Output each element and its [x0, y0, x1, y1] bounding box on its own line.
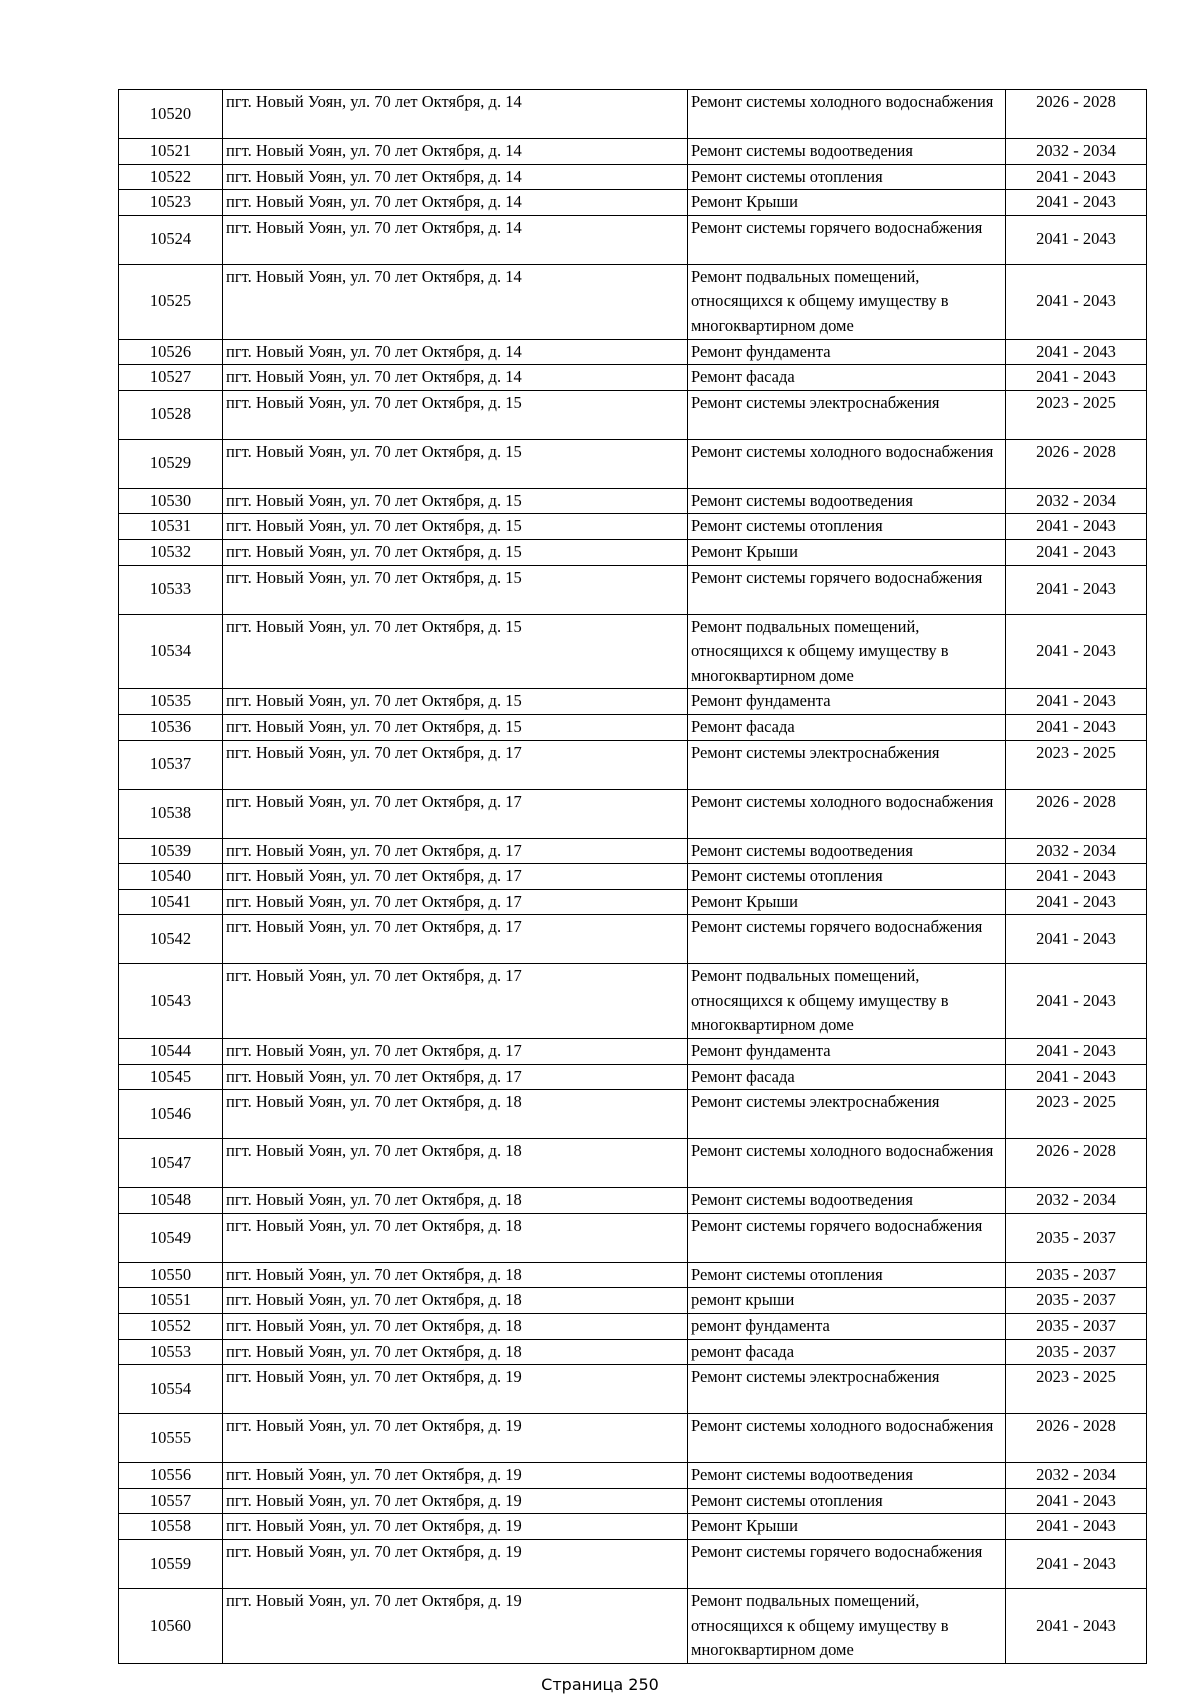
- table-row: [119, 1339, 1147, 1365]
- row-number: 10525: [119, 264, 223, 339]
- table-row: [119, 1463, 1147, 1489]
- row-period: 2041 - 2043: [1006, 514, 1147, 540]
- table-row: [119, 264, 1147, 339]
- row-address: пгт. Новый Уоян, ул. 70 лет Октября, д. 15: [223, 539, 688, 565]
- row-address: пгт. Новый Уоян, ул. 70 лет Октября, д. 19: [223, 1414, 688, 1463]
- row-address: пгт. Новый Уоян, ул. 70 лет Октября, д. 18: [223, 1139, 688, 1188]
- row-number: 10534: [119, 614, 223, 689]
- row-work-type: Ремонт Крыши: [688, 1514, 1006, 1540]
- row-period: 2041 - 2043: [1006, 1540, 1147, 1589]
- table-row: [119, 488, 1147, 514]
- row-address: пгт. Новый Уоян, ул. 70 лет Октября, д. 18: [223, 1262, 688, 1288]
- row-number: 10536: [119, 714, 223, 740]
- table-row: [119, 1288, 1147, 1314]
- table-row: [119, 915, 1147, 964]
- row-work-type: Ремонт фундамента: [688, 1039, 1006, 1065]
- row-address: пгт. Новый Уоян, ул. 70 лет Октября, д. 15: [223, 614, 688, 689]
- row-number: 10549: [119, 1213, 223, 1262]
- row-period: 2041 - 2043: [1006, 190, 1147, 216]
- row-address: пгт. Новый Уоян, ул. 70 лет Октября, д. 19: [223, 1514, 688, 1540]
- table-row: [119, 614, 1147, 689]
- row-number: 10530: [119, 488, 223, 514]
- row-address: пгт. Новый Уоян, ул. 70 лет Октября, д. 18: [223, 1339, 688, 1365]
- row-period: 2041 - 2043: [1006, 964, 1147, 1039]
- row-number: 10551: [119, 1288, 223, 1314]
- table-row: [119, 1314, 1147, 1340]
- row-work-type: Ремонт системы электроснабжения: [688, 1090, 1006, 1139]
- row-number: 10559: [119, 1540, 223, 1589]
- table-row: [119, 565, 1147, 614]
- row-period: 2041 - 2043: [1006, 1064, 1147, 1090]
- table-row: [119, 190, 1147, 216]
- row-work-type: Ремонт системы отопления: [688, 864, 1006, 890]
- table-row: [119, 1139, 1147, 1188]
- table-row: [119, 339, 1147, 365]
- row-period: 2026 - 2028: [1006, 90, 1147, 139]
- table-row: [119, 90, 1147, 139]
- table-row: [119, 514, 1147, 540]
- row-address: пгт. Новый Уоян, ул. 70 лет Октября, д. 14: [223, 215, 688, 264]
- row-number: 10555: [119, 1414, 223, 1463]
- table-row: [119, 390, 1147, 439]
- row-number: 10538: [119, 789, 223, 838]
- row-number: 10542: [119, 915, 223, 964]
- row-period: 2041 - 2043: [1006, 1514, 1147, 1540]
- row-period: 2035 - 2037: [1006, 1213, 1147, 1262]
- row-work-type: Ремонт подвальных помещений, относящихся к общему имуществу в многоквартирном доме: [688, 964, 1006, 1039]
- row-number: 10527: [119, 365, 223, 391]
- row-work-type: Ремонт фундамента: [688, 689, 1006, 715]
- row-period: 2041 - 2043: [1006, 714, 1147, 740]
- row-period: 2041 - 2043: [1006, 1039, 1147, 1065]
- row-work-type: Ремонт системы отопления: [688, 1262, 1006, 1288]
- row-address: пгт. Новый Уоян, ул. 70 лет Октября, д. 14: [223, 365, 688, 391]
- row-address: пгт. Новый Уоян, ул. 70 лет Октября, д. 18: [223, 1090, 688, 1139]
- table-row: [119, 1414, 1147, 1463]
- row-period: 2041 - 2043: [1006, 614, 1147, 689]
- row-address: пгт. Новый Уоян, ул. 70 лет Октября, д. 15: [223, 689, 688, 715]
- row-work-type: Ремонт системы холодного водоснабжения: [688, 439, 1006, 488]
- row-work-type: Ремонт фасада: [688, 714, 1006, 740]
- row-number: 10539: [119, 838, 223, 864]
- row-period: 2023 - 2025: [1006, 1365, 1147, 1414]
- row-work-type: ремонт фундамента: [688, 1314, 1006, 1340]
- table-row: [119, 740, 1147, 789]
- row-period: 2032 - 2034: [1006, 139, 1147, 165]
- row-period: 2041 - 2043: [1006, 889, 1147, 915]
- row-period: 2032 - 2034: [1006, 488, 1147, 514]
- row-period: 2035 - 2037: [1006, 1314, 1147, 1340]
- row-address: пгт. Новый Уоян, ул. 70 лет Октября, д. 14: [223, 190, 688, 216]
- row-period: 2041 - 2043: [1006, 164, 1147, 190]
- row-address: пгт. Новый Уоян, ул. 70 лет Октября, д. 19: [223, 1589, 688, 1664]
- row-period: 2041 - 2043: [1006, 365, 1147, 391]
- row-address: пгт. Новый Уоян, ул. 70 лет Октября, д. 14: [223, 264, 688, 339]
- table-row: [119, 1540, 1147, 1589]
- row-work-type: Ремонт фасада: [688, 365, 1006, 391]
- row-number: 10557: [119, 1488, 223, 1514]
- row-period: 2041 - 2043: [1006, 1488, 1147, 1514]
- table-row: [119, 1262, 1147, 1288]
- row-address: пгт. Новый Уоян, ул. 70 лет Октября, д. 18: [223, 1288, 688, 1314]
- row-number: 10537: [119, 740, 223, 789]
- table-row: [119, 838, 1147, 864]
- row-address: пгт. Новый Уоян, ул. 70 лет Октября, д. 17: [223, 964, 688, 1039]
- row-address: пгт. Новый Уоян, ул. 70 лет Октября, д. 15: [223, 439, 688, 488]
- table-row: [119, 1064, 1147, 1090]
- row-work-type: Ремонт системы холодного водоснабжения: [688, 789, 1006, 838]
- row-work-type: Ремонт системы отопления: [688, 164, 1006, 190]
- row-number: 10560: [119, 1589, 223, 1664]
- row-number: 10544: [119, 1039, 223, 1065]
- row-number: 10529: [119, 439, 223, 488]
- row-address: пгт. Новый Уоян, ул. 70 лет Октября, д. 17: [223, 740, 688, 789]
- row-address: пгт. Новый Уоян, ул. 70 лет Октября, д. 14: [223, 139, 688, 165]
- row-work-type: Ремонт системы электроснабжения: [688, 1365, 1006, 1414]
- row-work-type: Ремонт системы водоотведения: [688, 488, 1006, 514]
- row-number: 10546: [119, 1090, 223, 1139]
- row-period: 2041 - 2043: [1006, 915, 1147, 964]
- table-row: [119, 1090, 1147, 1139]
- row-address: пгт. Новый Уоян, ул. 70 лет Октября, д. 17: [223, 889, 688, 915]
- row-work-type: ремонт крыши: [688, 1288, 1006, 1314]
- row-work-type: Ремонт системы электроснабжения: [688, 390, 1006, 439]
- row-period: 2026 - 2028: [1006, 439, 1147, 488]
- row-number: 10535: [119, 689, 223, 715]
- row-number: 10521: [119, 139, 223, 165]
- row-address: пгт. Новый Уоян, ул. 70 лет Октября, д. 18: [223, 1314, 688, 1340]
- table-row: [119, 1488, 1147, 1514]
- row-period: 2035 - 2037: [1006, 1339, 1147, 1365]
- repair-schedule-table: [118, 89, 1147, 1664]
- row-address: пгт. Новый Уоян, ул. 70 лет Октября, д. 19: [223, 1488, 688, 1514]
- row-number: 10558: [119, 1514, 223, 1540]
- row-work-type: Ремонт системы отопления: [688, 514, 1006, 540]
- row-number: 10524: [119, 215, 223, 264]
- row-work-type: Ремонт системы водоотведения: [688, 1188, 1006, 1214]
- row-work-type: Ремонт системы водоотведения: [688, 139, 1006, 165]
- row-period: 2041 - 2043: [1006, 864, 1147, 890]
- row-period: 2041 - 2043: [1006, 539, 1147, 565]
- row-work-type: Ремонт фасада: [688, 1064, 1006, 1090]
- row-address: пгт. Новый Уоян, ул. 70 лет Октября, д. 17: [223, 789, 688, 838]
- row-period: 2035 - 2037: [1006, 1288, 1147, 1314]
- row-address: пгт. Новый Уоян, ул. 70 лет Октября, д. 19: [223, 1365, 688, 1414]
- table-row: [119, 689, 1147, 715]
- row-address: пгт. Новый Уоян, ул. 70 лет Октября, д. 17: [223, 1064, 688, 1090]
- row-address: пгт. Новый Уоян, ул. 70 лет Октября, д. 17: [223, 864, 688, 890]
- row-number: 10540: [119, 864, 223, 890]
- row-period: 2032 - 2034: [1006, 1188, 1147, 1214]
- row-number: 10526: [119, 339, 223, 365]
- table-row: [119, 439, 1147, 488]
- row-work-type: Ремонт системы отопления: [688, 1488, 1006, 1514]
- row-number: 10545: [119, 1064, 223, 1090]
- row-number: 10528: [119, 390, 223, 439]
- row-work-type: Ремонт системы холодного водоснабжения: [688, 90, 1006, 139]
- row-period: 2041 - 2043: [1006, 1589, 1147, 1664]
- row-address: пгт. Новый Уоян, ул. 70 лет Октября, д. 17: [223, 915, 688, 964]
- row-address: пгт. Новый Уоян, ул. 70 лет Октября, д. 18: [223, 1188, 688, 1214]
- row-number: 10550: [119, 1262, 223, 1288]
- table-row: [119, 714, 1147, 740]
- table-row: [119, 964, 1147, 1039]
- row-work-type: Ремонт системы водоотведения: [688, 1463, 1006, 1489]
- row-work-type: Ремонт системы горячего водоснабжения: [688, 215, 1006, 264]
- table-row: [119, 139, 1147, 165]
- row-address: пгт. Новый Уоян, ул. 70 лет Октября, д. 19: [223, 1463, 688, 1489]
- row-period: 2023 - 2025: [1006, 390, 1147, 439]
- row-address: пгт. Новый Уоян, ул. 70 лет Октября, д. 18: [223, 1213, 688, 1262]
- table-row: [119, 1365, 1147, 1414]
- row-address: пгт. Новый Уоян, ул. 70 лет Октября, д. 14: [223, 164, 688, 190]
- row-work-type: Ремонт фундамента: [688, 339, 1006, 365]
- row-address: пгт. Новый Уоян, ул. 70 лет Октября, д. 14: [223, 339, 688, 365]
- row-work-type: Ремонт Крыши: [688, 190, 1006, 216]
- repair-schedule-body: [119, 90, 1147, 1664]
- row-number: 10523: [119, 190, 223, 216]
- row-number: 10547: [119, 1139, 223, 1188]
- row-number: 10556: [119, 1463, 223, 1489]
- table-row: [119, 889, 1147, 915]
- row-address: пгт. Новый Уоян, ул. 70 лет Октября, д. 15: [223, 390, 688, 439]
- row-number: 10522: [119, 164, 223, 190]
- row-period: 2026 - 2028: [1006, 1139, 1147, 1188]
- row-work-type: Ремонт подвальных помещений, относящихся к общему имуществу в многоквартирном доме: [688, 1589, 1006, 1664]
- table-row: [119, 864, 1147, 890]
- table-row: [119, 1213, 1147, 1262]
- row-number: 10548: [119, 1188, 223, 1214]
- table-row: [119, 215, 1147, 264]
- row-period: 2041 - 2043: [1006, 339, 1147, 365]
- table-row: [119, 1188, 1147, 1214]
- table-row: [119, 1589, 1147, 1664]
- row-period: 2023 - 2025: [1006, 740, 1147, 789]
- row-work-type: Ремонт системы горячего водоснабжения: [688, 1540, 1006, 1589]
- row-work-type: Ремонт системы горячего водоснабжения: [688, 1213, 1006, 1262]
- row-work-type: Ремонт системы горячего водоснабжения: [688, 565, 1006, 614]
- row-address: пгт. Новый Уоян, ул. 70 лет Октября, д. 15: [223, 488, 688, 514]
- table-row: [119, 539, 1147, 565]
- row-work-type: Ремонт Крыши: [688, 539, 1006, 565]
- row-address: пгт. Новый Уоян, ул. 70 лет Октября, д. 15: [223, 714, 688, 740]
- page-number: Страница 250: [541, 1675, 659, 1694]
- table-row: [119, 1514, 1147, 1540]
- row-work-type: Ремонт системы горячего водоснабжения: [688, 915, 1006, 964]
- row-work-type: Ремонт подвальных помещений, относящихся к общему имуществу в многоквартирном доме: [688, 614, 1006, 689]
- row-period: 2026 - 2028: [1006, 1414, 1147, 1463]
- row-number: 10531: [119, 514, 223, 540]
- row-address: пгт. Новый Уоян, ул. 70 лет Октября, д. 15: [223, 514, 688, 540]
- row-number: 10533: [119, 565, 223, 614]
- row-number: 10554: [119, 1365, 223, 1414]
- row-number: 10520: [119, 90, 223, 139]
- row-number: 10543: [119, 964, 223, 1039]
- row-address: пгт. Новый Уоян, ул. 70 лет Октября, д. 17: [223, 838, 688, 864]
- row-period: 2041 - 2043: [1006, 215, 1147, 264]
- table-row: [119, 1039, 1147, 1065]
- table-row: [119, 164, 1147, 190]
- row-work-type: ремонт фасада: [688, 1339, 1006, 1365]
- row-work-type: Ремонт системы холодного водоснабжения: [688, 1414, 1006, 1463]
- row-period: 2032 - 2034: [1006, 838, 1147, 864]
- row-period: 2032 - 2034: [1006, 1463, 1147, 1489]
- row-period: 2041 - 2043: [1006, 264, 1147, 339]
- row-period: 2026 - 2028: [1006, 789, 1147, 838]
- row-period: 2023 - 2025: [1006, 1090, 1147, 1139]
- row-work-type: Ремонт Крыши: [688, 889, 1006, 915]
- row-period: 2041 - 2043: [1006, 689, 1147, 715]
- row-number: 10541: [119, 889, 223, 915]
- row-number: 10552: [119, 1314, 223, 1340]
- row-work-type: Ремонт системы холодного водоснабжения: [688, 1139, 1006, 1188]
- row-work-type: Ремонт подвальных помещений, относящихся к общему имуществу в многоквартирном доме: [688, 264, 1006, 339]
- row-address: пгт. Новый Уоян, ул. 70 лет Октября, д. 19: [223, 1540, 688, 1589]
- row-period: 2041 - 2043: [1006, 565, 1147, 614]
- row-number: 10553: [119, 1339, 223, 1365]
- table-row: [119, 789, 1147, 838]
- row-period: 2035 - 2037: [1006, 1262, 1147, 1288]
- row-address: пгт. Новый Уоян, ул. 70 лет Октября, д. 14: [223, 90, 688, 139]
- row-address: пгт. Новый Уоян, ул. 70 лет Октября, д. 15: [223, 565, 688, 614]
- table-row: [119, 365, 1147, 391]
- row-number: 10532: [119, 539, 223, 565]
- row-address: пгт. Новый Уоян, ул. 70 лет Октября, д. 17: [223, 1039, 688, 1065]
- row-work-type: Ремонт системы электроснабжения: [688, 740, 1006, 789]
- row-work-type: Ремонт системы водоотведения: [688, 838, 1006, 864]
